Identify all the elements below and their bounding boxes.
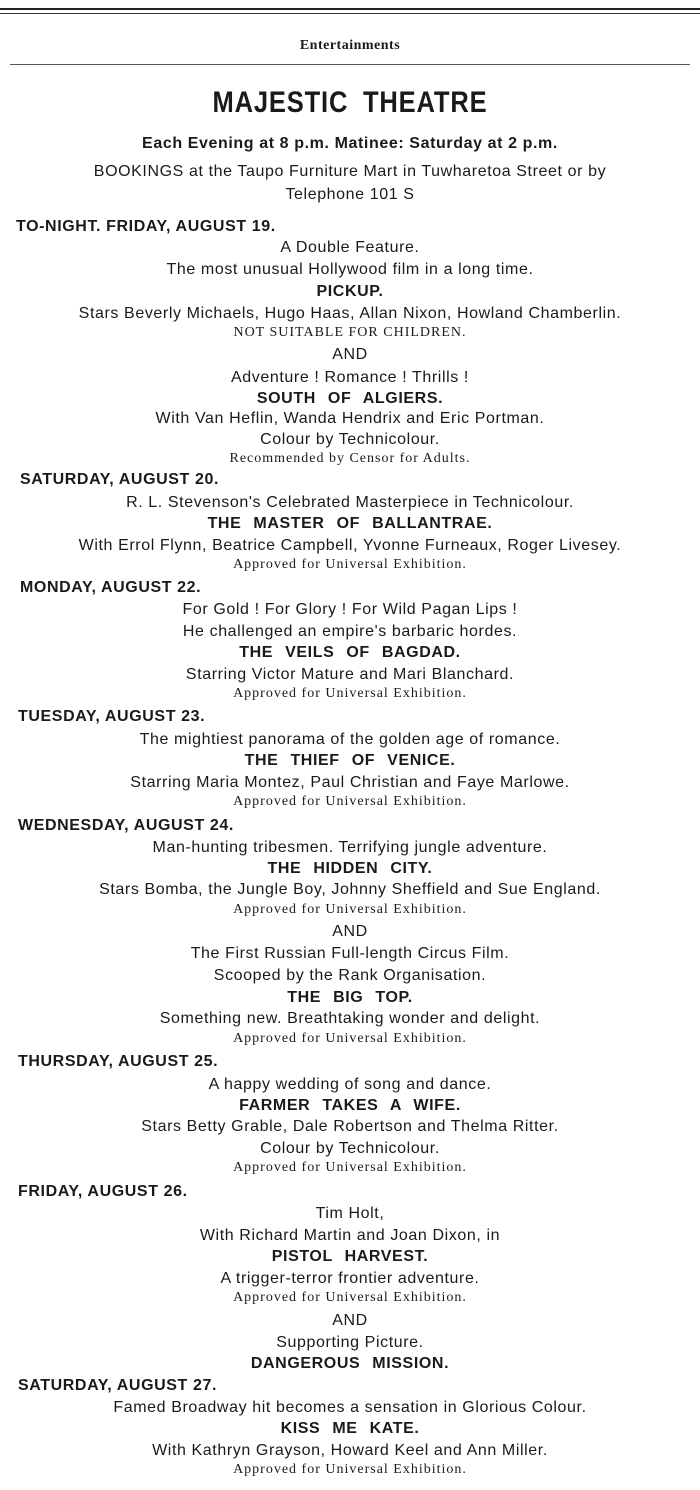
and-separator: AND	[332, 346, 368, 363]
date-heading: SATURDAY, AUGUST 20.	[20, 471, 219, 488]
tagline: A Double Feature.	[280, 239, 420, 256]
tagline: The most unusual Hollywood film in a long time.	[166, 261, 534, 278]
tagline: The mightiest panorama of the golden age of romance.	[139, 731, 561, 748]
film-title: FARMER TAKES A WIFE.	[239, 1097, 461, 1114]
top-rule	[0, 8, 700, 10]
classification: NOT SUITABLE FOR CHILDREN.	[233, 325, 467, 340]
cast-line: Stars Beverly Michaels, Hugo Haas, Allan Nixon, Howland Chamberlin.	[78, 305, 622, 322]
date-heading: WEDNESDAY, AUGUST 24.	[18, 817, 234, 834]
cast-line: Stars Bomba, the Jungle Boy, Johnny Sheffield and Sue England.	[99, 881, 601, 898]
film-title: THE VEILS OF BAGDAD.	[239, 644, 461, 661]
tagline: Scooped by the Rank Organisation.	[213, 967, 487, 984]
bookings-line-1: BOOKINGS at the Taupo Furniture Mart in Tuwharetoa Street or by	[93, 163, 607, 180]
film-title: PICKUP.	[316, 283, 384, 300]
tagline: Famed Broadway hit becomes a sensation in Glorious Colour.	[113, 1399, 587, 1416]
classification: Approved for Universal Exhibition.	[233, 902, 467, 917]
classification: Approved for Universal Exhibition.	[233, 794, 467, 809]
film-title: THE MASTER OF BALLANTRAE.	[207, 515, 493, 532]
cast-line: Starring Victor Mature and Mari Blanchard.	[185, 666, 515, 683]
cast-line: Stars Betty Grable, Dale Robertson and Thelma Ritter.	[141, 1118, 559, 1135]
cast-line: With Errol Flynn, Beatrice Campbell, Yvonne Furneaux, Roger Livesey.	[78, 537, 622, 554]
date-heading: TUESDAY, AUGUST 23.	[18, 708, 206, 725]
classification: Recommended by Censor for Adults.	[229, 451, 471, 466]
section-label: Entertainments	[299, 38, 401, 53]
tagline: R. L. Stevenson's Celebrated Masterpiece in Technicolour.	[126, 494, 574, 511]
classification: Approved for Universal Exhibition.	[233, 1160, 467, 1175]
classification: Approved for Universal Exhibition.	[233, 686, 467, 701]
cast-line: Starring Maria Montez, Paul Christian and Faye Marlowe.	[130, 774, 570, 791]
top-rule-thin	[0, 13, 700, 14]
colour-note: Colour by Technicolour.	[260, 431, 440, 448]
theatre-name: MAJESTIC THEATRE	[212, 86, 488, 119]
and-separator: AND	[332, 1312, 368, 1329]
tagline: A happy wedding of song and dance.	[208, 1076, 492, 1093]
date-heading: THURSDAY, AUGUST 25.	[18, 1053, 219, 1070]
colour-note: Colour by Technicolour.	[260, 1140, 440, 1157]
film-title: SOUTH OF ALGIERS.	[256, 390, 444, 407]
classification: Approved for Universal Exhibition.	[233, 1290, 467, 1305]
tagline: A trigger-terror frontier adventure.	[220, 1270, 480, 1287]
bookings-line-2: Telephone 101 S	[285, 186, 415, 203]
header-rule	[10, 64, 690, 65]
cast-line: With Van Heflin, Wanda Hendrix and Eric Portman.	[155, 410, 545, 427]
tagline: Adventure ! Romance ! Thrills !	[231, 369, 469, 386]
tagline: Something new. Breathtaking wonder and delight.	[159, 1010, 541, 1027]
schedule-line: Each Evening at 8 p.m. Matinee: Saturday at 2 p.m.	[142, 135, 558, 152]
film-title: THE THIEF OF VENICE.	[244, 752, 456, 769]
and-separator: AND	[332, 923, 368, 940]
date-heading: SATURDAY, AUGUST 27.	[18, 1377, 217, 1394]
film-title: THE BIG TOP.	[287, 989, 413, 1006]
tagline: The First Russian Full-length Circus Film.	[190, 945, 510, 962]
tagline: Man-hunting tribesmen. Terrifying jungle adventure.	[152, 839, 548, 856]
tagline: He challenged an empire's barbaric hordes.	[182, 623, 518, 640]
tagline: Supporting Picture.	[276, 1334, 424, 1351]
film-title: KISS ME KATE.	[280, 1420, 420, 1437]
classification: Approved for Universal Exhibition.	[233, 557, 467, 572]
date-heading: TO-NIGHT. FRIDAY, AUGUST 19.	[16, 218, 276, 235]
cast-line: With Richard Martin and Joan Dixon, in	[199, 1227, 501, 1244]
film-title: PISTOL HARVEST.	[271, 1248, 429, 1265]
date-heading: FRIDAY, AUGUST 26.	[18, 1183, 188, 1200]
film-title: DANGEROUS MISSION.	[250, 1355, 450, 1372]
classification: Approved for Universal Exhibition.	[233, 1462, 467, 1477]
date-heading: MONDAY, AUGUST 22.	[20, 579, 202, 596]
classification: Approved for Universal Exhibition.	[233, 1031, 467, 1046]
cast-line: With Kathryn Grayson, Howard Keel and Ann Miller.	[152, 1442, 548, 1459]
tagline: For Gold ! For Glory ! For Wild Pagan Lips !	[182, 601, 518, 618]
cast-line: Tim Holt,	[315, 1205, 385, 1222]
film-title: THE HIDDEN CITY.	[267, 860, 433, 877]
